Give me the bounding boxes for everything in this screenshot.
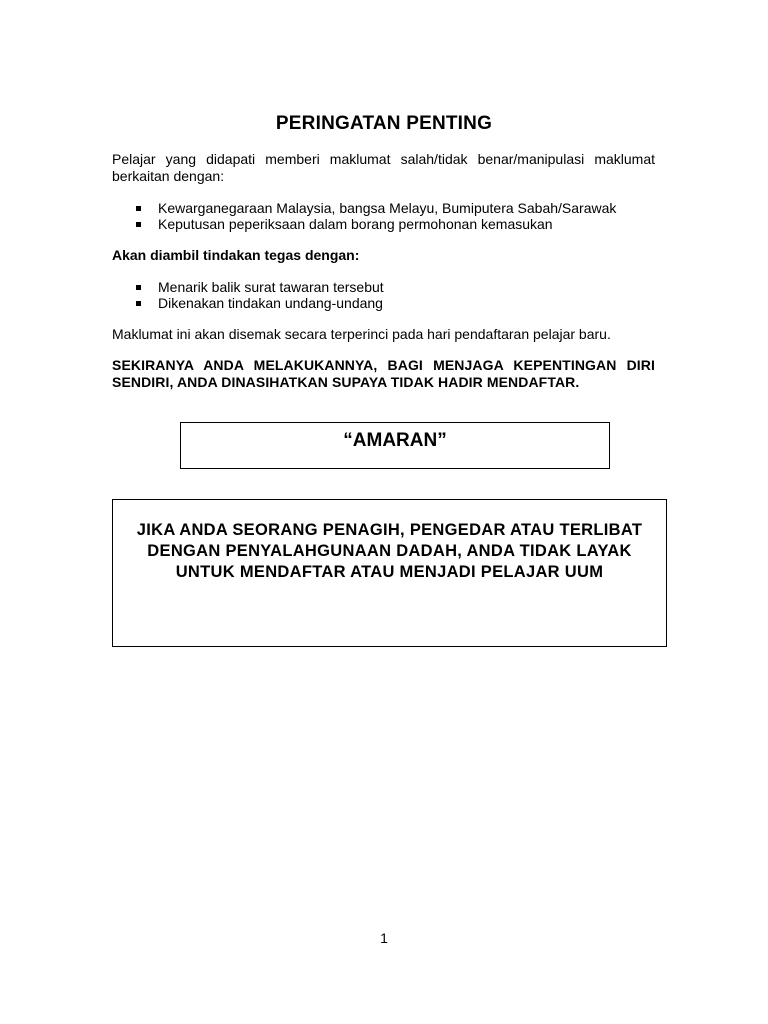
list-item-text: Menarik balik surat tawaran tersebut — [158, 279, 384, 295]
list-item — [134, 279, 384, 295]
caution-paragraph — [112, 357, 655, 391]
list-item-text: Dikenakan tindakan undang-undang — [158, 295, 383, 311]
square-bullet-icon — [136, 222, 141, 227]
intro-paragraph — [112, 151, 655, 185]
affected-information-list — [134, 200, 616, 232]
square-bullet-icon — [136, 301, 141, 306]
list-item — [134, 295, 384, 311]
drug-warning-text — [113, 520, 666, 583]
list-item-text: Kewarganegaraan Malaysia, bangsa Melayu, Bumiputera Sabah/Sarawak — [158, 200, 617, 216]
intro-line-1: Pelajar yang didapati memberi maklumat salah/tidak benar/manipulasi maklumat — [112, 151, 655, 167]
page-number: 1 — [380, 930, 388, 946]
amaran-title: “AMARAN” — [343, 430, 447, 451]
square-bullet-icon — [136, 206, 141, 211]
drug-warning-line-3: UNTUK MENDAFTAR ATAU MENJADI PELAJAR UUM — [175, 563, 604, 581]
list-item — [134, 216, 616, 232]
square-bullet-icon — [136, 285, 141, 290]
caution-line-2: SENDIRI, ANDA DINASIHATKAN SUPAYA TIDAK HADIR MENDAFTAR. — [112, 374, 580, 390]
drug-warning-line-2: DENGAN PENYALAHGUNAAN DADAH, ANDA TIDAK LAYAK — [147, 542, 632, 560]
drug-warning-line-1: JIKA ANDA SEORANG PENAGIH, PENGEDAR ATAU TERLIBAT — [136, 521, 643, 539]
verification-note: Maklumat ini akan disemak secara terperinci pada hari pendaftaran pelajar baru. — [112, 326, 611, 342]
drug-warning-box — [112, 499, 667, 647]
caution-line-1: SEKIRANYA ANDA MELAKUKANNYA, BAGI MENJAGA KEPENTINGAN DIRI — [112, 357, 655, 373]
amaran-box — [180, 422, 610, 469]
page-title: PERINGATAN PENTING — [275, 113, 493, 134]
action-heading: Akan diambil tindakan tegas dengan: — [112, 247, 360, 263]
action-list — [134, 279, 384, 311]
list-item-text: Keputusan peperiksaan dalam borang permohonan kemasukan — [158, 216, 553, 232]
intro-line-2: berkaitan dengan: — [112, 168, 225, 184]
list-item — [134, 200, 616, 216]
